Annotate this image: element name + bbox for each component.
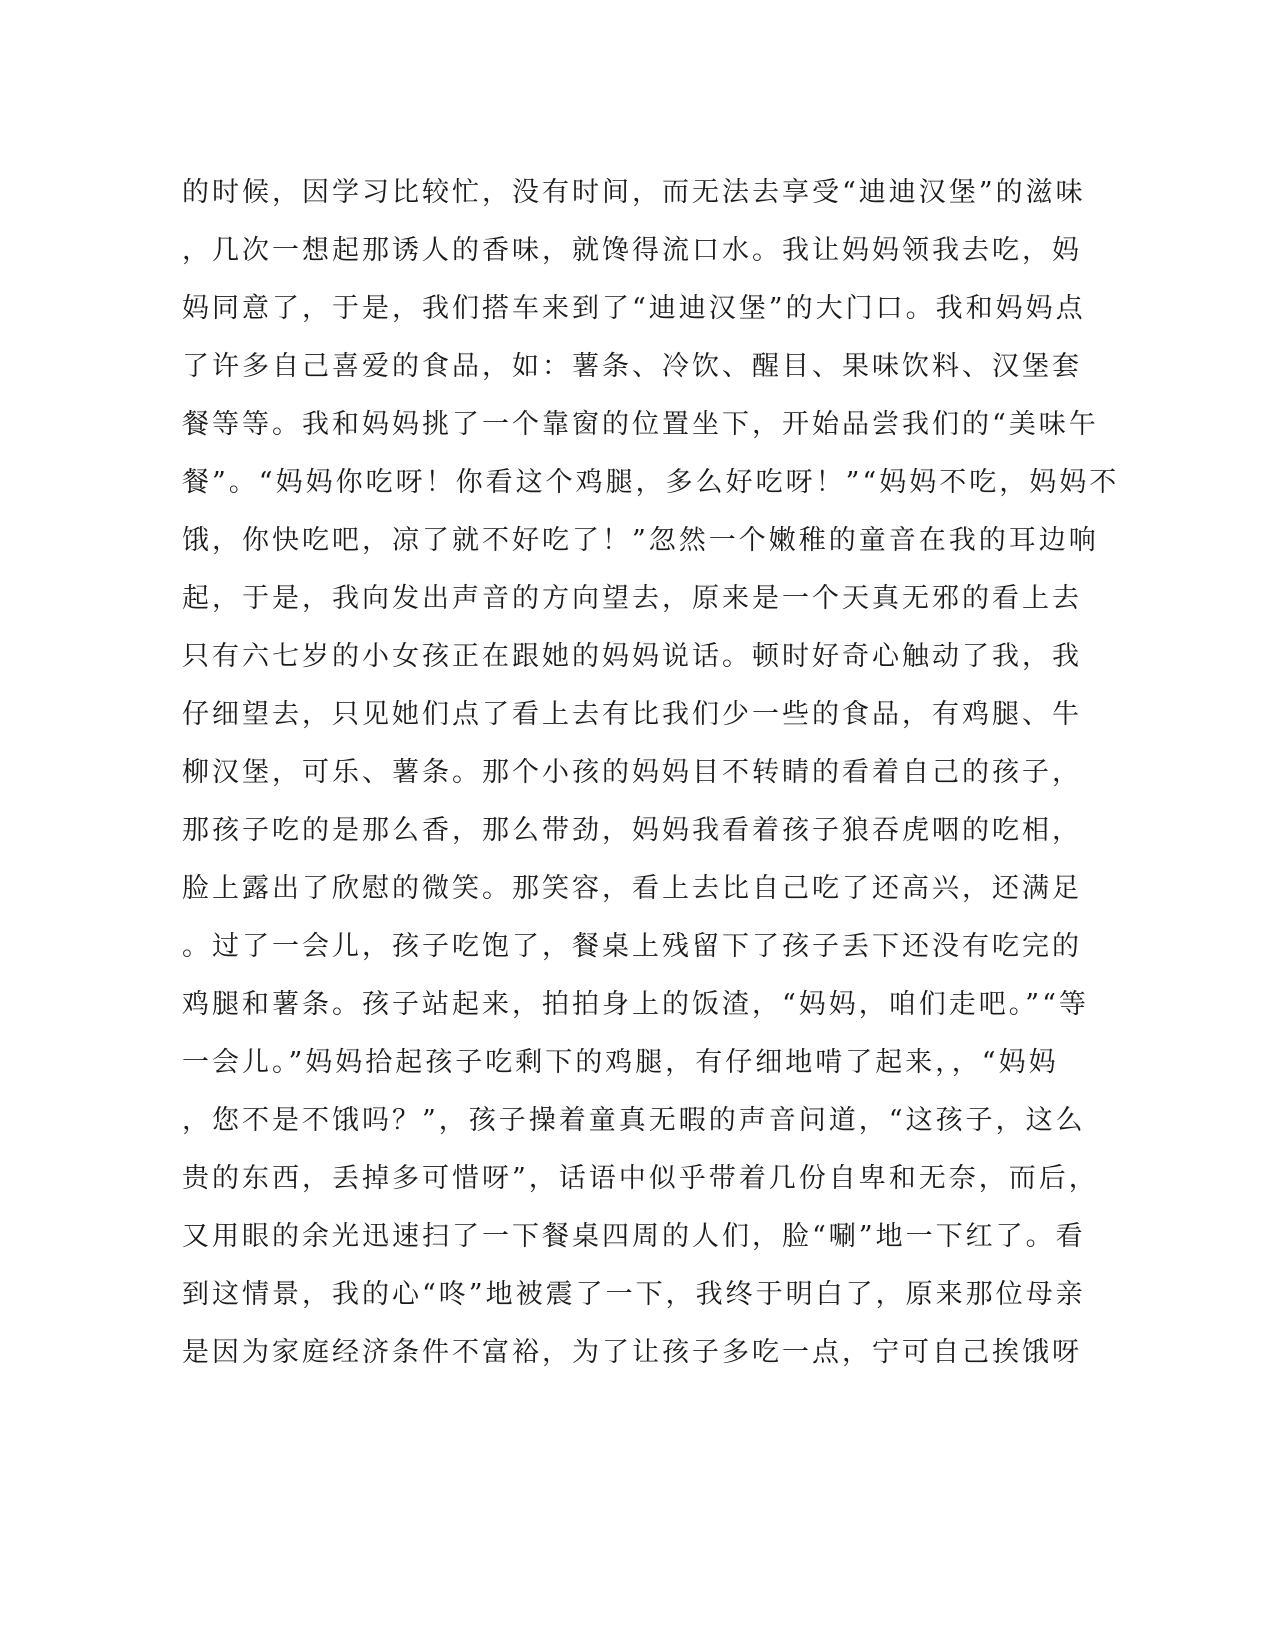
body-text: [182, 164, 1120, 1382]
text-line: 鸡腿和薯条。孩子站起来，拍拍身上的饭渣，“妈妈，咱们走吧。”“等: [182, 989, 1089, 1020]
text-line: 贵的东西，丢掉多可惜呀”，话语中似乎带着几份自卑和无奈，而后，: [182, 1163, 1099, 1194]
text-line: 起，于是，我向发出声音的方向望去，原来是一个天真无邪的看上去: [182, 583, 1082, 614]
text-line: 是因为家庭经济条件不富裕，为了让孩子多吃一点，宁可自己挨饿呀: [182, 1337, 1082, 1368]
text-line: 妈同意了，于是，我们搭车来到了“迪迪汉堡”的大门口。我和妈妈点: [182, 293, 1086, 324]
text-line: 餐”。“妈妈你吃呀！你看这个鸡腿，多么好吃呀！”“妈妈不吃，妈妈不: [182, 467, 1120, 498]
text-line: 一会儿。”妈妈拾起孩子吃剩下的鸡腿，有仔细地啃了起来，，“妈妈: [182, 1047, 1059, 1078]
text-line: 脸上露出了欣慰的微笑。那笑容，看上去比自己吃了还高兴，还满足: [182, 873, 1082, 904]
text-line: 只有六七岁的小女孩正在跟她的妈妈说话。顿时好奇心触动了我，我: [182, 641, 1082, 672]
text-line: 。过了一会儿，孩子吃饱了，餐桌上残留下了孩子丢下还没有吃完的: [182, 931, 1082, 962]
text-line: 饿，你快吃吧，凉了就不好吃了！”忽然一个嫩稚的童音在我的耳边响: [182, 525, 1099, 556]
text-line: 又用眼的余光迅速扫了一下餐桌四周的人们，脸“唰”地一下红了。看: [182, 1221, 1086, 1252]
text-line: ，您不是不饿吗？”，孩子操着童真无暇的声音问道，“这孩子，这么: [182, 1105, 1086, 1136]
text-line: ，几次一想起那诱人的香味，就馋得流口水。我让妈妈领我去吃，妈: [182, 235, 1082, 266]
text-line: 仔细望去，只见她们点了看上去有比我们少一些的食品，有鸡腿、牛: [182, 699, 1082, 730]
text-line: 了许多自己喜爱的食品，如：薯条、冷饮、醒目、果味饮料、汉堡套: [182, 351, 1082, 382]
text-line: 那孩子吃的是那么香，那么带劲，妈妈我看着孩子狼吞虎咽的吃相，: [182, 815, 1082, 846]
text-line: 餐等等。我和妈妈挑了一个靠窗的位置坐下，开始品尝我们的“美味午: [182, 409, 1099, 440]
text-line: 的时候，因学习比较忙，没有时间，而无法去享受“迪迪汉堡”的滋味: [182, 177, 1086, 208]
text-line: 柳汉堡，可乐、薯条。那个小孩的妈妈目不转睛的看着自己的孩子，: [182, 757, 1082, 788]
text-line: 到这情景，我的心“咚”地被震了一下，我终于明白了，原来那位母亲: [182, 1279, 1086, 1310]
